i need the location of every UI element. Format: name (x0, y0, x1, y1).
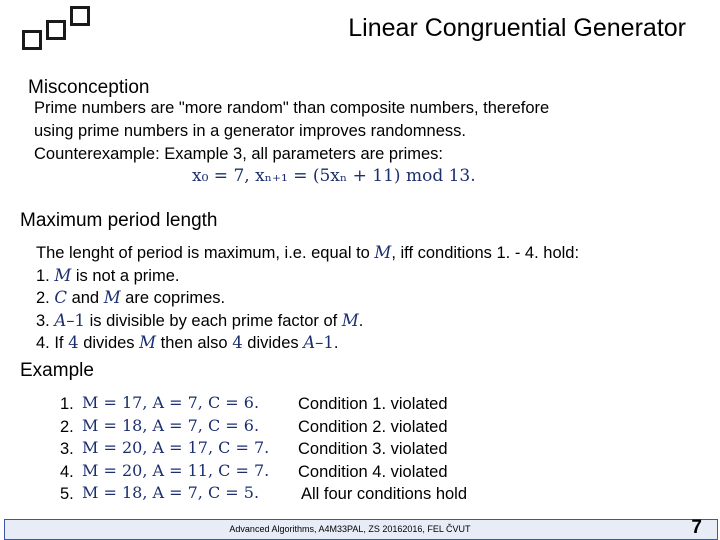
counterexample-equation: x₀ = 7, xₙ₊₁ = (5xₙ + 11) mod 13. (192, 166, 476, 186)
condition-2 (36, 286, 225, 310)
example-row-number: 1. (60, 395, 74, 413)
condition-number: 2. (36, 289, 55, 307)
condition-1 (36, 264, 179, 288)
example-row-result: Condition 4. violated (298, 463, 448, 481)
example-row-result: All four conditions hold (301, 485, 468, 503)
intro-text-end: , iff conditions 1. - 4. hold: (391, 244, 580, 262)
misconception-line-1: Prime numbers are "more random" than composite numbers, therefore (34, 99, 550, 117)
condition-text: divides (78, 334, 140, 352)
condition-text: divides (242, 334, 304, 352)
misconception-heading: Misconception (28, 77, 150, 98)
var-a: A (54, 311, 67, 330)
var-m: M (103, 288, 121, 307)
condition-text: . (358, 312, 364, 330)
footer-text: Advanced Algorithms, A4M33PAL, ZS 20162016, FEL ČVUT (229, 524, 471, 534)
example-row-number: 2. (60, 418, 74, 436)
condition-text: . (333, 334, 339, 352)
misconception-line-2: using prime numbers in a generator improves randomness. (34, 122, 466, 140)
condition-3 (36, 309, 363, 333)
condition-4 (36, 331, 338, 355)
example-row-result: Condition 3. violated (298, 440, 448, 458)
example-row-params: M = 20, A = 17, C = 7. (82, 438, 270, 457)
example-row-params: M = 18, A = 7, C = 5. (82, 483, 260, 502)
number-four: 4 (232, 333, 243, 352)
example-row-number: 3. (60, 440, 74, 458)
var-c: C (54, 288, 67, 307)
condition-text: then also (156, 334, 233, 352)
minus-one: –1 (66, 311, 86, 330)
example-row-params: M = 20, A = 11, C = 7. (82, 461, 270, 480)
max-period-intro (36, 241, 579, 265)
var-m: M (341, 311, 359, 330)
example-row-result: Condition 1. violated (298, 395, 448, 413)
example-row-number: 4. (60, 463, 74, 481)
example-row-params: M = 18, A = 7, C = 6. (82, 416, 260, 435)
condition-number: 3. (36, 312, 55, 330)
condition-text: and (66, 289, 104, 307)
example-row-result: Condition 2. violated (298, 418, 448, 436)
example-heading: Example (20, 360, 94, 381)
example-row-number: 5. (60, 485, 74, 503)
condition-text: is not a prime. (71, 267, 180, 285)
condition-number: 1. (36, 267, 55, 285)
example-row-params: M = 17, A = 7, C = 6. (82, 393, 260, 412)
page-number: 7 (691, 517, 702, 538)
minus-one: –1 (315, 333, 334, 352)
var-m: M (54, 266, 72, 285)
square-icon (46, 20, 66, 40)
max-period-heading: Maximum period length (20, 210, 218, 231)
misconception-line-3: Counterexample: Example 3, all parameters are primes: (34, 145, 444, 163)
number-four: 4 (68, 333, 79, 352)
condition-text: is divisible by each prime factor of (85, 312, 342, 330)
var-m: M (374, 243, 392, 262)
page-title: Linear Congruential Generator (348, 14, 686, 42)
intro-text: The lenght of period is maximum, i.e. equal to (36, 244, 375, 262)
square-icon (70, 6, 90, 26)
var-m: M (139, 333, 157, 352)
var-a: A (303, 333, 316, 352)
square-icon (22, 30, 42, 50)
condition-text: 4. If (36, 334, 69, 352)
condition-text: are coprimes. (120, 289, 226, 307)
